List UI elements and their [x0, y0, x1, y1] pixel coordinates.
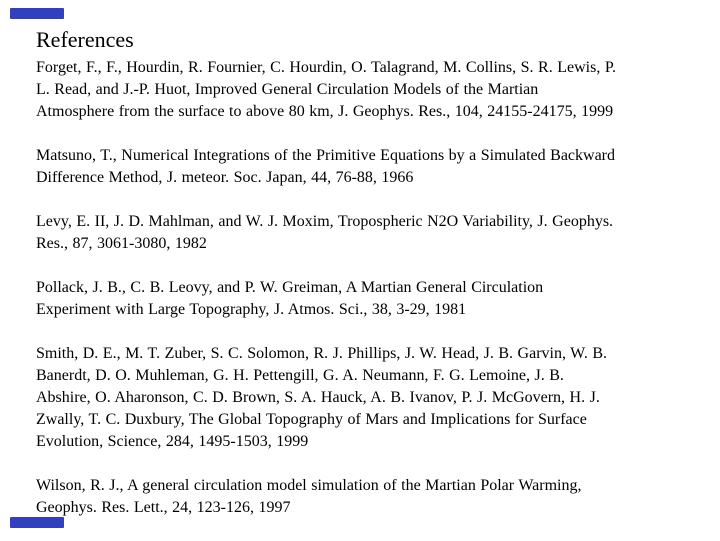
reference-entry-levy-1982	[36, 211, 704, 255]
reference-line: L. Read, and J.-P. Huot, Improved General Circulation Models of the Martian	[36, 81, 539, 98]
reference-line: Res., 87, 3061-3080, 1982	[36, 235, 207, 252]
reference-entry-pollack-1981	[36, 277, 704, 321]
reference-entry-matsuno-1966	[36, 145, 704, 189]
reference-entry-wilson-1997	[36, 475, 704, 519]
references-list	[36, 57, 704, 541]
reference-line: Smith, D. E., M. T. Zuber, S. C. Solomon, R. J. Phillips, J. W. Head, J. B. Garvin, W. B.	[36, 345, 607, 362]
reference-line: Evolution, Science, 284, 1495-1503, 1999	[36, 433, 309, 450]
reference-line: Pollack, J. B., C. B. Leovy, and P. W. Greiman, A Martian General Circulation	[36, 279, 544, 296]
page-title: References	[36, 27, 134, 52]
reference-line: Difference Method, J. meteor. Soc. Japan, 44, 76-88, 1966	[36, 169, 414, 186]
top-left-accent-bar	[10, 8, 64, 19]
reference-line: Matsuno, T., Numerical Integrations of the Primitive Equations by a Simulated Backward	[36, 147, 616, 164]
reference-line: Forget, F., F., Hourdin, R. Fournier, C. Hourdin, O. Talagrand, M. Collins, S. R. Lewis, P.	[36, 59, 616, 76]
reference-line: Atmosphere from the surface to above 80 km, J. Geophys. Res., 104, 24155-24175, 1999	[36, 103, 614, 120]
reference-line: Zwally, T. C. Duxbury, The Global Topography of Mars and Implications for Surface	[36, 411, 587, 428]
reference-line: Wilson, R. J., A general circulation model simulation of the Martian Polar Warming,	[36, 477, 582, 494]
reference-line: Geophys. Res. Lett., 24, 123-126, 1997	[36, 499, 291, 516]
reference-entry-forget-1999	[36, 57, 704, 123]
reference-entry-smith-1999	[36, 343, 704, 453]
reference-line: Abshire, O. Aharonson, C. D. Brown, S. A. Hauck, A. B. Ivanov, P. J. McGovern, H. J.	[36, 389, 600, 406]
reference-line: Experiment with Large Topography, J. Atmos. Sci., 38, 3-29, 1981	[36, 301, 467, 318]
reference-line: Banerdt, D. O. Muhleman, G. H. Pettengill, G. A. Neumann, F. G. Lemoine, J. B.	[36, 367, 564, 384]
reference-line: Levy, E. II, J. D. Mahlman, and W. J. Moxim, Tropospheric N2O Variability, J. Geophys.	[36, 213, 614, 230]
